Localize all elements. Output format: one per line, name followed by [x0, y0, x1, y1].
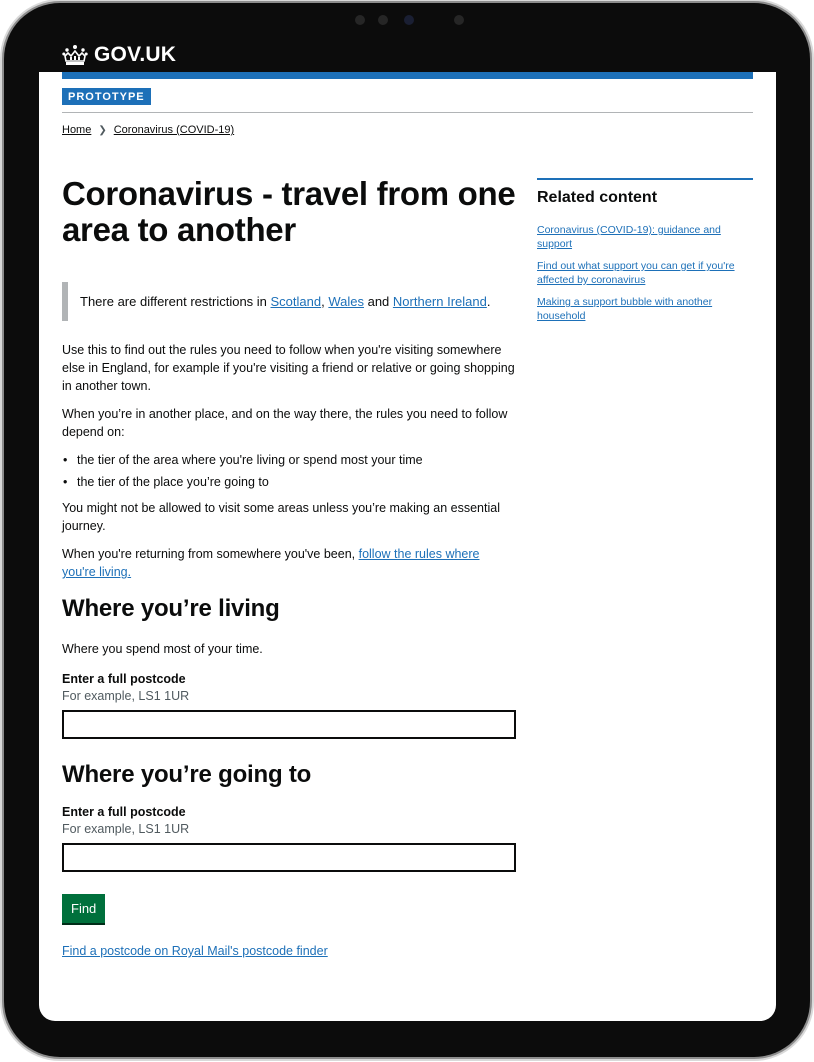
sensor-icon: [378, 15, 388, 25]
inset-sep: and: [363, 294, 393, 309]
list-item: [537, 259, 753, 287]
related-link-bubble[interactable]: Making a support bubble with another household: [537, 296, 713, 322]
intro-paragraph: Use this to find out the rules you need to follow when you're visiting somewhere else in England, for example if you're visiting a friend or relative or going shopping in another town.: [62, 343, 515, 393]
list-item: • the tier of the area where you're living or spend most your time: [62, 451, 516, 469]
related-heading: Related content: [537, 189, 658, 206]
inset-suffix: .: [486, 294, 491, 309]
returning-paragraph: [62, 545, 516, 581]
chevron-right-icon: ❯: [98, 124, 107, 136]
list-item: [537, 295, 753, 323]
page-title: Coronavirus - travel from one area to another: [62, 175, 516, 248]
inset-prefix: There are different restrictions in: [80, 294, 271, 309]
related-link-support[interactable]: Find out what support you can get if you're affected by coronavirus: [537, 260, 735, 286]
northern-ireland-link[interactable]: Northern Ireland: [392, 294, 487, 309]
scotland-link[interactable]: Scotland: [270, 294, 322, 309]
inset-sep: ,: [321, 294, 329, 309]
browser-screen: [39, 72, 776, 1021]
going-postcode-hint: For example, LS1 1UR: [62, 822, 190, 836]
breadcrumb-coronavirus[interactable]: Coronavirus (COVID-19): [113, 124, 235, 136]
header-blue-bar: [62, 72, 753, 79]
living-heading: Where you’re living: [62, 595, 280, 622]
postcode-finder-link[interactable]: Find a postcode on Royal Mail's postcode finder: [62, 944, 328, 958]
main-column: [62, 176, 516, 960]
inset-text: [62, 282, 516, 321]
going-heading: Where you’re going to: [62, 761, 312, 788]
crown-icon: [62, 44, 88, 66]
living-form-group: [62, 672, 516, 739]
list-item: [537, 223, 753, 251]
sensor-icon: [454, 15, 464, 25]
going-postcode-label: Enter a full postcode: [62, 805, 186, 819]
rules-list: [62, 451, 516, 491]
follow-rules-link[interactable]: follow the rules where you're living.: [62, 547, 480, 579]
breadcrumb: [62, 124, 234, 136]
essential-journey-paragraph: You might not be allowed to visit some areas unless you’re making an essential journey.: [62, 501, 500, 533]
find-button[interactable]: Find: [62, 894, 105, 923]
living-postcode-input[interactable]: [62, 710, 516, 739]
related-links: [537, 223, 753, 323]
wales-link[interactable]: Wales: [328, 294, 364, 309]
breadcrumb-home[interactable]: Home: [62, 124, 92, 136]
returning-text: When you're returning from somewhere you've been,: [62, 547, 359, 561]
related-link-guidance[interactable]: Coronavirus (COVID-19): guidance and support: [537, 224, 721, 250]
list-item: • the tier of the place you’re going to: [62, 473, 516, 491]
living-postcode-hint: For example, LS1 1UR: [62, 689, 190, 703]
living-intro: Where you spend most of your time.: [62, 642, 263, 656]
living-postcode-label: Enter a full postcode: [62, 672, 186, 686]
going-form-group: [62, 805, 516, 872]
rules-paragraph: When you’re in another place, and on the way there, the rules you need to follow depend on:: [62, 407, 508, 439]
going-postcode-input[interactable]: [62, 843, 516, 872]
logo-text: GOV.UK: [94, 43, 177, 66]
related-content: [537, 178, 753, 331]
camera-icon: [404, 15, 414, 25]
phase-tag: PROTOTYPE: [62, 88, 151, 105]
phase-banner: [62, 88, 753, 113]
sensor-icon: [355, 15, 365, 25]
govuk-logo[interactable]: [62, 42, 176, 68]
